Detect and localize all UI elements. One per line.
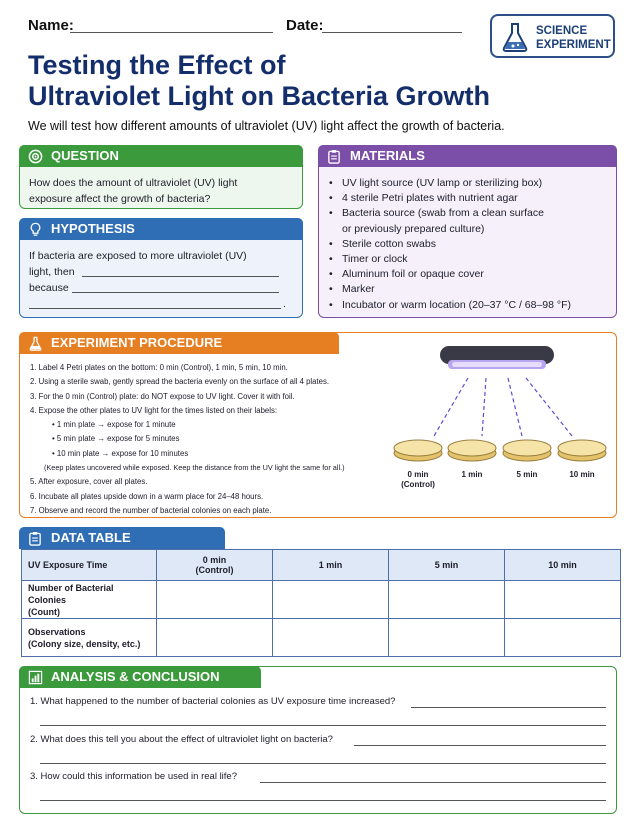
hypothesis-period: .: [283, 298, 286, 310]
question-header: [19, 145, 303, 167]
materials-header: [318, 145, 617, 167]
list-item: • 5 min plate → expose for 5 minutes: [52, 434, 180, 444]
row-label-line-2: (Colony size, density, etc.): [28, 638, 141, 649]
answer-blank[interactable]: [40, 763, 606, 764]
intro-text: We will test how different amounts of ultraviolet (UV) light affect the growth of bacteria.: [28, 119, 505, 133]
badge-line-1: SCIENCE: [536, 25, 588, 37]
badge-text: [536, 24, 611, 52]
list-item: 1. Label 4 Petri plates on the bottom: 0 min (Control), 1 min, 5 min, 10 min.: [30, 363, 288, 372]
answer-blank[interactable]: [40, 725, 606, 726]
list-item: • 10 min plate → expose for 10 minutes: [52, 448, 189, 458]
list-item: 6. Incubate all plates upside down in a warm place for 24–48 hours.: [30, 491, 264, 501]
uv-lamp-illustration: [382, 341, 612, 467]
dish-label-3: 10 min: [569, 470, 595, 479]
clipboard-icon: [28, 531, 42, 546]
list-item-text: or previously prepared culture): [342, 222, 485, 235]
petri-dish-3: [558, 440, 606, 461]
list-item: 4. Expose the other plates to UV light for the times listed on their labels:: [30, 405, 278, 415]
table-row-label: [22, 619, 157, 657]
hypothesis-card: [19, 218, 303, 318]
data-table-heading: DATA TABLE: [51, 530, 131, 545]
list-item-text: Timer or clock: [342, 253, 408, 266]
analysis-question-3: 3. How could this information be used in real life?: [30, 771, 238, 782]
list-item-text: Aluminum foil or opaque cover: [342, 268, 484, 281]
flask-icon: [500, 21, 530, 53]
hypothesis-because-label: because: [29, 282, 69, 294]
list-item: [329, 282, 571, 297]
list-item: [329, 176, 571, 191]
bullet: •: [329, 207, 333, 220]
data-table: [21, 549, 621, 657]
dish-label-1: 1 min: [461, 470, 483, 479]
answer-blank[interactable]: [411, 707, 606, 708]
hypothesis-header: [19, 218, 303, 240]
col-label: 0 min: [202, 555, 227, 565]
table-cell[interactable]: [389, 581, 505, 619]
badge-line-2: EXPERIMENT: [536, 39, 611, 51]
bullet: •: [329, 283, 333, 296]
dish-label-0: [388, 470, 448, 490]
materials-card: [318, 145, 617, 318]
bullet: •: [329, 268, 333, 281]
table-cell[interactable]: [505, 581, 621, 619]
table-cell[interactable]: [389, 619, 505, 657]
bullet: •: [329, 177, 333, 189]
list-item: [329, 298, 571, 313]
hypothesis-heading: HYPOTHESIS: [51, 221, 135, 236]
analysis-heading: ANALYSIS & CONCLUSION: [51, 669, 220, 684]
target-icon: [28, 149, 43, 164]
table-header-cell: 5 min: [389, 550, 505, 581]
materials-heading: MATERIALS: [350, 148, 425, 163]
data-table-header: [19, 527, 225, 549]
name-blank[interactable]: [70, 32, 273, 33]
table-cell[interactable]: [157, 619, 273, 657]
list-item: 5. After exposure, cover all plates.: [30, 477, 148, 487]
procedure-header: [19, 332, 339, 354]
answer-blank[interactable]: [260, 782, 606, 783]
science-experiment-badge: [490, 14, 615, 58]
row-label-line-1: Observations: [28, 626, 86, 637]
hypothesis-extra-blank[interactable]: [29, 308, 281, 309]
question-line-1: How does the amount of ultraviolet (UV) light: [29, 177, 238, 189]
date-label: Date:: [286, 17, 324, 34]
dish-label-text: 0 min: [407, 470, 429, 479]
bar-chart-icon: [28, 670, 43, 685]
materials-list: [329, 176, 571, 313]
procedure-note: (Keep plates uncovered while exposed. Keep the distance from the UV light the same for all.): [44, 463, 345, 473]
table-header-cell: 1 min: [273, 550, 389, 581]
hypothesis-line-1: If bacteria are exposed to more ultraviolet (UV): [29, 250, 247, 262]
page-title: [28, 50, 490, 112]
list-item: [329, 252, 571, 267]
title-line-1: Testing the Effect of: [28, 50, 286, 80]
petri-dish-1: [448, 440, 496, 461]
list-item-text: Sterile cotton swabs: [342, 237, 436, 250]
title-line-2: Ultraviolet Light on Bacteria Growth: [28, 81, 491, 111]
lightbulb-icon: [28, 222, 43, 237]
hypothesis-then-label: light, then: [29, 266, 75, 278]
question-text: [29, 175, 237, 207]
col-sublabel: (Control): [195, 565, 234, 575]
answer-blank[interactable]: [40, 800, 606, 801]
analysis-question-1: 1. What happened to the number of bacterial colonies as UV exposure time increased?: [30, 696, 396, 707]
petri-dish-2: [503, 440, 551, 461]
table-header-cell: [157, 550, 273, 581]
procedure-heading: EXPERIMENT PROCEDURE: [51, 335, 223, 350]
hypothesis-then-blank[interactable]: [82, 276, 279, 277]
list-item-text: Bacteria source (swab from a clean surface: [342, 207, 544, 220]
list-item: 2. Using a sterile swab, gently spread the bacteria evenly on the surface of all 4 plates.: [30, 377, 330, 387]
table-header-cell: UV Exposure Time: [22, 550, 157, 581]
analysis-card: [19, 666, 617, 814]
bullet: •: [329, 253, 333, 266]
question-heading: QUESTION: [51, 148, 119, 163]
bullet: •: [329, 298, 333, 311]
list-item: [329, 206, 571, 221]
flask-icon: [28, 336, 43, 351]
table-row: [22, 550, 621, 581]
clipboard-icon: [327, 149, 341, 164]
bullet: •: [329, 192, 333, 205]
analysis-question-2: 2. What does this tell you about the effect of ultraviolet light on bacteria?: [30, 734, 333, 745]
list-item: [329, 237, 571, 252]
petri-dish-icons: [394, 440, 606, 461]
name-label: Name:: [28, 17, 74, 34]
bullet: •: [329, 237, 333, 250]
list-item-text: UV light source (UV lamp or sterilizing box): [342, 177, 543, 189]
table-row: [22, 581, 621, 619]
table-cell[interactable]: [273, 619, 389, 657]
table-cell[interactable]: [505, 619, 621, 657]
question-line-2: exposure affect the growth of bacteria?: [29, 193, 211, 205]
table-row-label: [22, 581, 157, 619]
dish-sublabel: (Control): [401, 480, 435, 489]
table-cell[interactable]: [157, 581, 273, 619]
table-row: [22, 619, 621, 657]
list-item: 7. Observe and record the number of bacterial colonies on each plate.: [30, 505, 272, 515]
procedure-steps: [30, 361, 380, 518]
petri-dish-0: [394, 440, 442, 461]
row-label-line-2: (Count): [28, 606, 60, 617]
hypothesis-because-blank[interactable]: [72, 292, 279, 293]
list-item-text: Marker: [342, 283, 375, 296]
list-item-text: Incubator or warm location (20–37 °C / 68–98 °F): [342, 298, 572, 311]
uv-rays-icon: [434, 378, 572, 436]
list-item: • 1 min plate → expose for 1 minute: [52, 420, 176, 430]
list-item: [329, 267, 571, 282]
dish-label-2: 5 min: [516, 470, 538, 479]
date-blank[interactable]: [322, 32, 462, 33]
row-label-line-1: Number of Bacterial Colonies: [28, 582, 114, 605]
procedure-card: [19, 332, 617, 518]
list-item: [329, 191, 571, 206]
table-header-cell: 10 min: [505, 550, 621, 581]
analysis-header: [19, 666, 261, 688]
list-item-text: 4 sterile Petri plates with nutrient agar: [342, 192, 518, 205]
question-card: [19, 145, 303, 209]
answer-blank[interactable]: [354, 745, 606, 746]
list-item: 3. For the 0 min (Control) plate: do NOT expose to UV light. Cover it with foil.: [30, 391, 295, 401]
list-item: [329, 222, 571, 237]
table-cell[interactable]: [273, 581, 389, 619]
